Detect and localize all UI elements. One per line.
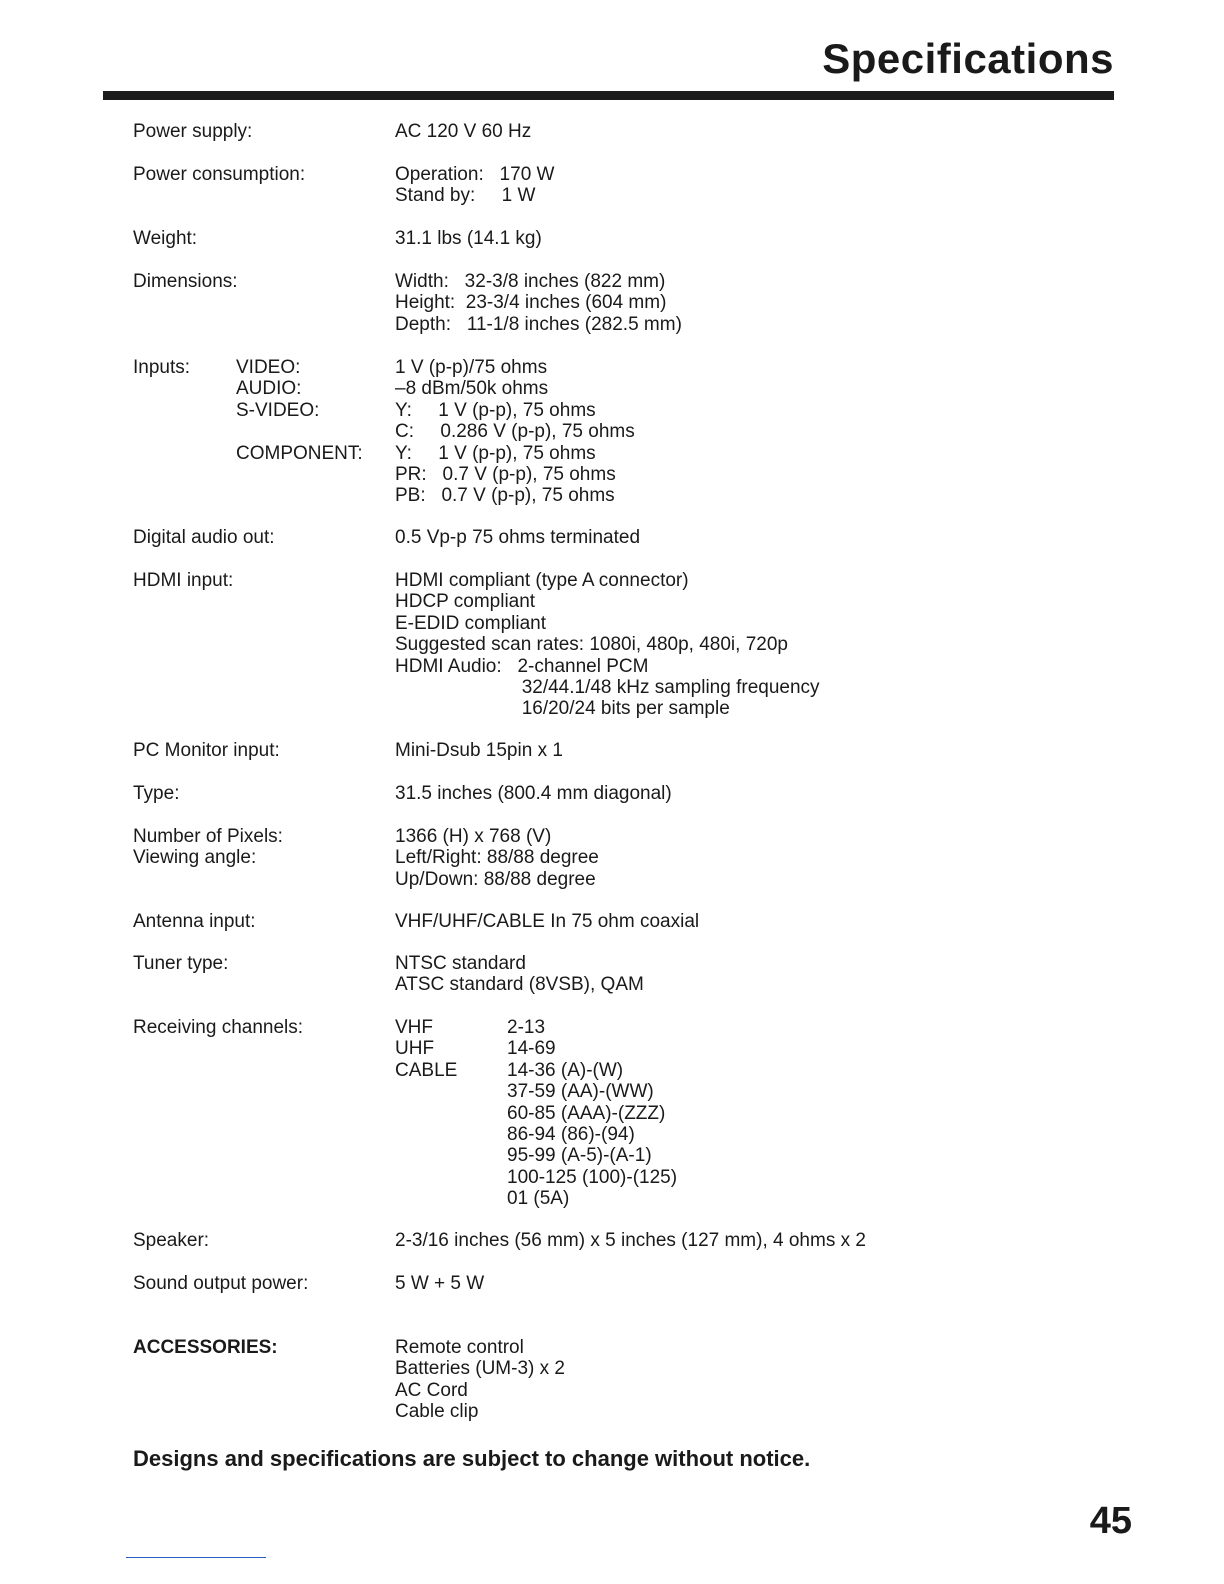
spec-label: Antenna input: [133, 911, 256, 932]
spec-label: Weight: [133, 228, 198, 249]
band-vhf-label: VHF [395, 1017, 433, 1038]
spec-value: 32/44.1/48 kHz sampling frequency [395, 677, 820, 699]
spec-sound-output-power [133, 1273, 1113, 1294]
spec-value: PR: 0.7 V (p-p), 75 ohms [395, 464, 616, 486]
spec-value: Left/Right: 88/88 degree [395, 847, 599, 869]
spec-value: NTSC standard [395, 953, 526, 974]
spec-speaker [133, 1230, 1113, 1251]
input-video-label: VIDEO: [236, 357, 301, 378]
spec-label-secondary: Viewing angle: [133, 847, 257, 869]
spec-value: PB: 0.7 V (p-p), 75 ohms [395, 485, 615, 507]
spec-label: Power supply: [133, 121, 253, 142]
spec-value: –8 dBm/50k ohms [395, 378, 549, 400]
accessory-item: AC Cord [395, 1379, 468, 1401]
spec-value: Y: 1 V (p-p), 75 ohms [395, 442, 596, 464]
channel-range: 60-85 (AAA)-(ZZZ) [507, 1102, 666, 1124]
spec-label: Receiving channels: [133, 1017, 304, 1038]
spec-value: 1366 (H) x 768 (V) [395, 826, 552, 847]
channel-range: 86-94 (86)-(94) [507, 1124, 635, 1146]
spec-value: 2-3/16 inches (56 mm) x 5 inches (127 mm), 4 ohms x 2 [395, 1230, 866, 1251]
input-audio-label: AUDIO: [236, 378, 302, 400]
spec-value: Stand by: 1 W [395, 185, 536, 207]
spec-label: HDMI input: [133, 570, 234, 591]
spec-value: 1 V (p-p)/75 ohms [395, 357, 548, 378]
spec-label: Inputs: [133, 357, 191, 378]
spec-label: Dimensions: [133, 271, 238, 292]
spec-antenna-input [133, 911, 1113, 932]
channel-range: 100-125 (100)-(125) [507, 1166, 678, 1188]
spec-power-supply [133, 121, 1113, 142]
channel-range: 95-99 (A-5)-(A-1) [507, 1145, 652, 1167]
spec-accessories [133, 1337, 1113, 1423]
spec-value: Depth: 11-1/8 inches (282.5 mm) [395, 313, 682, 335]
spec-value: 0.5 Vp-p 75 ohms terminated [395, 527, 641, 548]
input-svideo-label: S-VIDEO: [236, 399, 320, 421]
spec-value: VHF/UHF/CABLE In 75 ohm coaxial [395, 911, 700, 932]
channel-range: 37-59 (AA)-(WW) [507, 1081, 654, 1103]
spec-label: Power consumption: [133, 164, 306, 185]
page-title: Specifications [822, 35, 1114, 82]
spec-value: Y: 1 V (p-p), 75 ohms [395, 399, 596, 421]
spec-value: Up/Down: 88/88 degree [395, 868, 596, 890]
spec-label: Type: [133, 783, 180, 804]
spec-label: Number of Pixels: [133, 826, 283, 847]
spec-digital-audio-out [133, 527, 1113, 548]
footer-line [126, 1557, 266, 1558]
band-cable-label: CABLE [395, 1059, 458, 1081]
accessory-item: Cable clip [395, 1401, 479, 1423]
band-uhf-label: UHF [395, 1038, 435, 1060]
spec-label: Digital audio out: [133, 527, 275, 548]
spec-label: Speaker: [133, 1230, 210, 1251]
spec-value: 16/20/24 bits per sample [395, 698, 730, 720]
spec-value: 31.5 inches (800.4 mm diagonal) [395, 783, 672, 804]
spec-type [133, 783, 1113, 804]
spec-value: E-EDID compliant [395, 612, 546, 634]
channel-range: 14-36 (A)-(W) [507, 1059, 624, 1081]
channel-range: 01 (5A) [507, 1188, 570, 1210]
spec-value: 5 W + 5 W [395, 1273, 485, 1294]
accessories-heading: ACCESSORIES: [133, 1337, 278, 1358]
spec-label: Tuner type: [133, 953, 229, 974]
accessory-item: Remote control [395, 1337, 524, 1358]
spec-value: Suggested scan rates: 1080i, 480p, 480i, 720p [395, 634, 788, 656]
spec-tuner-type [133, 953, 1113, 996]
accessory-item: Batteries (UM-3) x 2 [395, 1358, 565, 1380]
input-component-label: COMPONENT: [236, 442, 363, 464]
channel-range: 2-13 [507, 1017, 546, 1038]
spec-value: Operation: 170 W [395, 164, 555, 185]
spec-hdmi-input [133, 570, 1113, 720]
spec-value: HDMI Audio: 2-channel PCM [395, 655, 649, 677]
spec-label: PC Monitor input: [133, 740, 280, 761]
spec-value: AC 120 V 60 Hz [395, 121, 532, 142]
page-number: 45 [1089, 1500, 1132, 1542]
spec-value: Height: 23-3/4 inches (604 mm) [395, 292, 667, 314]
spec-value: HDCP compliant [395, 591, 536, 613]
spec-value: 31.1 lbs (14.1 kg) [395, 228, 542, 249]
spec-label: Sound output power: [133, 1273, 309, 1294]
spec-pc-monitor-input [133, 740, 1113, 761]
spec-value: HDMI compliant (type A connector) [395, 570, 689, 591]
spec-power-consumption [133, 164, 1113, 207]
spec-dimensions [133, 271, 1113, 335]
spec-value: ATSC standard (8VSB), QAM [395, 974, 644, 996]
spec-inputs [133, 357, 1113, 507]
change-notice: Designs and specifications are subject to change without notice. [133, 1446, 811, 1471]
spec-pixels-viewing-angle [133, 826, 1113, 890]
spec-weight [133, 228, 1113, 249]
spec-value: C: 0.286 V (p-p), 75 ohms [395, 421, 635, 443]
title-rule [103, 91, 1114, 100]
spec-value: Mini-Dsub 15pin x 1 [395, 740, 563, 761]
spec-receiving-channels [133, 1017, 1113, 1210]
spec-value: Width: 32-3/8 inches (822 mm) [395, 271, 666, 292]
channel-range: 14-69 [507, 1038, 556, 1060]
